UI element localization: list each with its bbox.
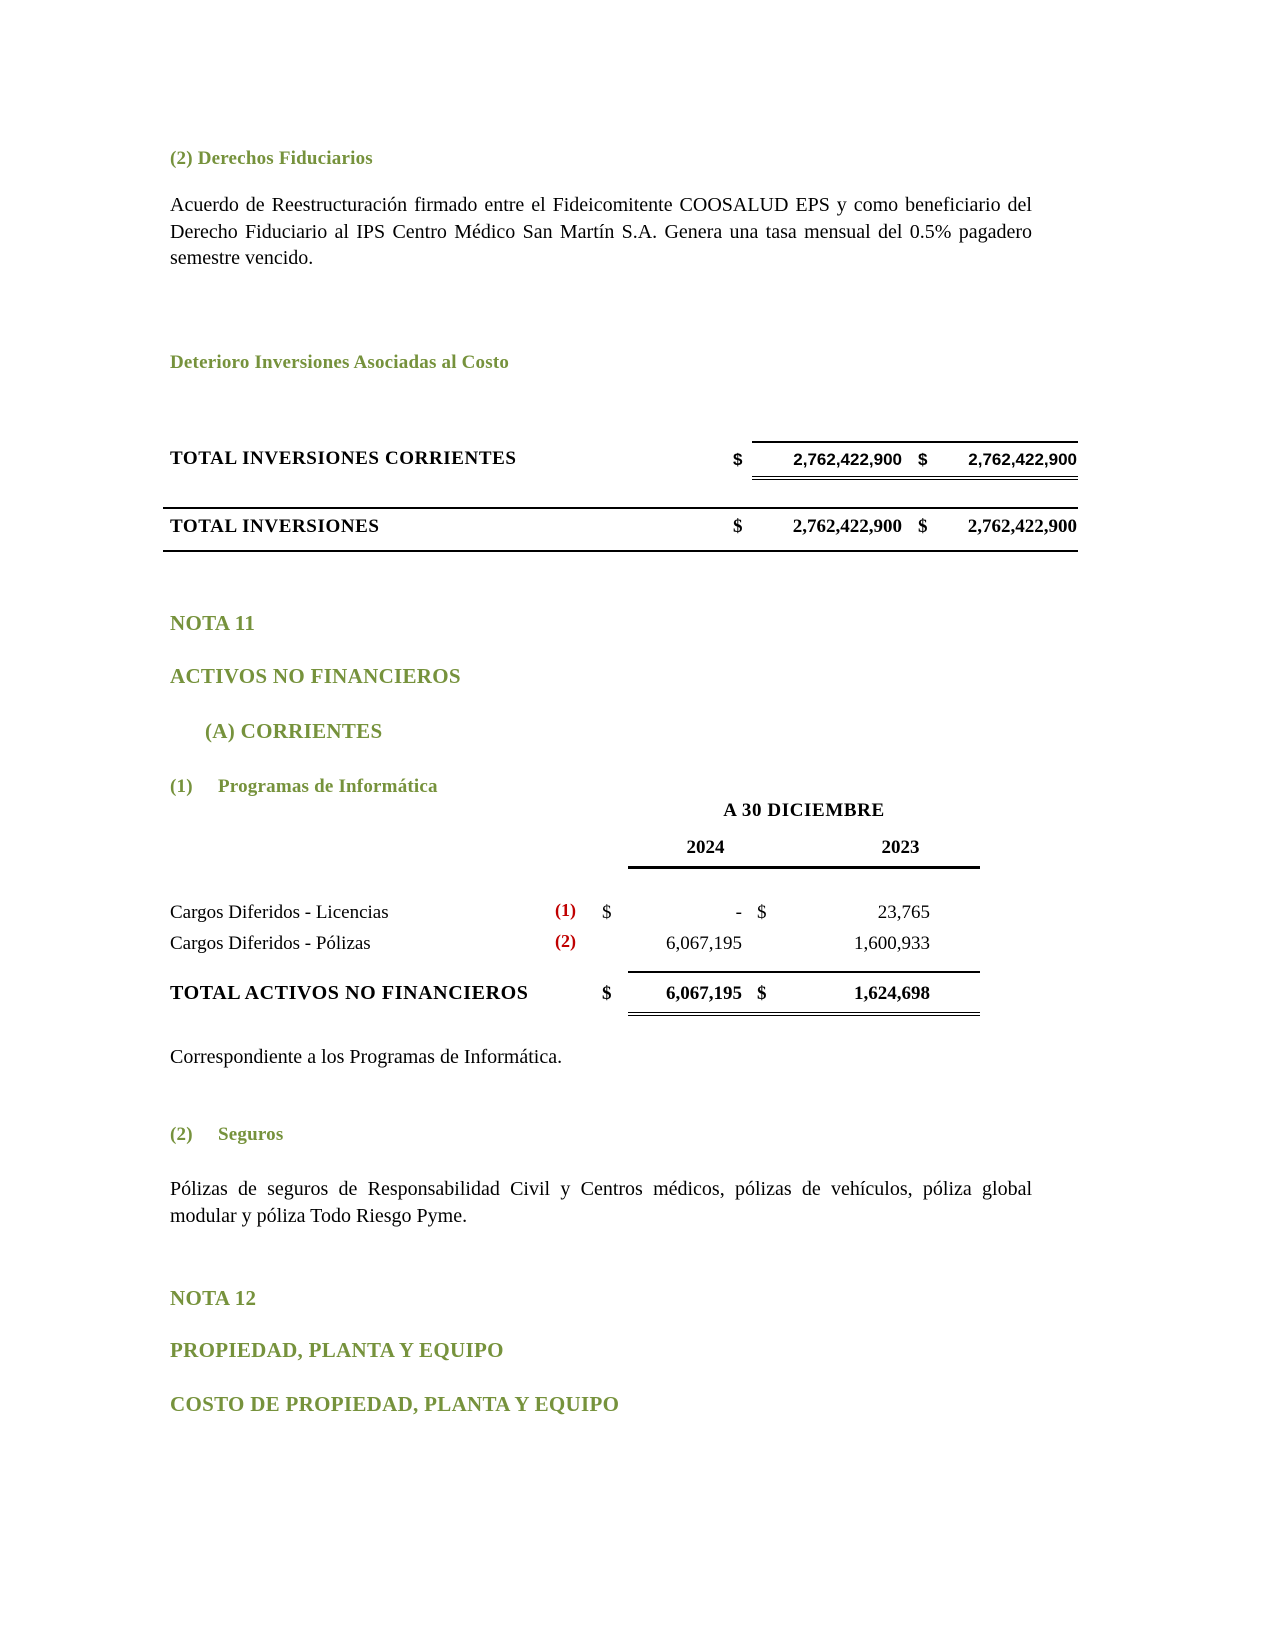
value-2024: 6,067,195 <box>666 983 742 1004</box>
seguros-paragraph: Pólizas de seguros de Responsabilidad Civil y Centros médicos, pólizas de vehículos, póliza global modular y póliza Todo Riesgo Pyme. <box>170 1178 1032 1227</box>
currency-symbol: $ <box>602 983 612 1004</box>
row-label: Cargos Diferidos - Pólizas <box>170 933 371 954</box>
activos-no-financieros-heading: ACTIVOS NO FINANCIEROS <box>170 664 461 688</box>
costo-propiedad-heading: COSTO DE PROPIEDAD, PLANTA Y EQUIPO <box>170 1392 620 1416</box>
column-header-2024: 2024 <box>686 837 725 858</box>
item-number: (2) <box>170 1124 193 1145</box>
propiedad-planta-equipo-heading: PROPIEDAD, PLANTA Y EQUIPO <box>170 1338 504 1362</box>
value-2023: 1,600,933 <box>854 933 930 954</box>
derechos-fiduciarios-paragraph: Acuerdo de Reestructuración firmado entre el Fideicomitente COOSALUD EPS y como beneficiario del Derecho Fiduciario al IPS Centro Médico San Martín S.A. Genera una tasa mensual del 0.5% pagadero semestre vencido. <box>170 194 1032 269</box>
item-title: Seguros <box>218 1124 284 1145</box>
nota-12-heading: NOTA 12 <box>170 1286 257 1310</box>
ref-marker: (2) <box>555 931 576 951</box>
row-label: Cargos Diferidos - Licencias <box>170 902 389 923</box>
derechos-fiduciarios-heading: (2) Derechos Fiduciarios <box>170 148 373 169</box>
currency-symbol: $ <box>757 902 767 923</box>
value-2023: 2,762,422,900 <box>968 450 1077 469</box>
column-header-2023: 2023 <box>881 837 920 858</box>
row-label: TOTAL INVERSIONES <box>170 516 380 537</box>
value-2023: 2,762,422,900 <box>967 516 1077 537</box>
table-header-rule <box>628 866 980 869</box>
currency-symbol: $ <box>733 450 743 469</box>
ref-marker: (1) <box>555 900 576 920</box>
value-2024: 6,067,195 <box>666 933 742 954</box>
correspondiente-note: Correspondiente a los Programas de Informática. <box>170 1046 563 1068</box>
currency-symbol: $ <box>602 902 612 923</box>
item-number: (1) <box>170 776 193 797</box>
currency-symbol: $ <box>918 450 928 469</box>
value-2023: 1,624,698 <box>854 983 930 1004</box>
currency-symbol: $ <box>757 983 767 1004</box>
value-2024: - <box>735 902 742 923</box>
nota-11-heading: NOTA 11 <box>170 611 256 635</box>
row-label: TOTAL INVERSIONES CORRIENTES <box>170 448 517 469</box>
currency-symbol: $ <box>918 516 928 537</box>
table-total-rule-bottom <box>628 1012 980 1016</box>
value-2023: 23,765 <box>877 902 930 923</box>
item-title: Programas de Informática <box>218 776 438 797</box>
value-2024: 2,762,422,900 <box>792 516 902 537</box>
deterioro-inversiones-heading: Deterioro Inversiones Asociadas al Costo <box>170 352 510 373</box>
corrientes-subheading: (A) CORRIENTES <box>205 719 383 743</box>
currency-symbol: $ <box>733 516 743 537</box>
value-2024: 2,762,422,900 <box>793 450 902 469</box>
table-total-rule-top <box>628 971 980 973</box>
period-header: A 30 DICIEMBRE <box>723 800 885 821</box>
row-label: TOTAL ACTIVOS NO FINANCIEROS <box>170 982 529 1004</box>
